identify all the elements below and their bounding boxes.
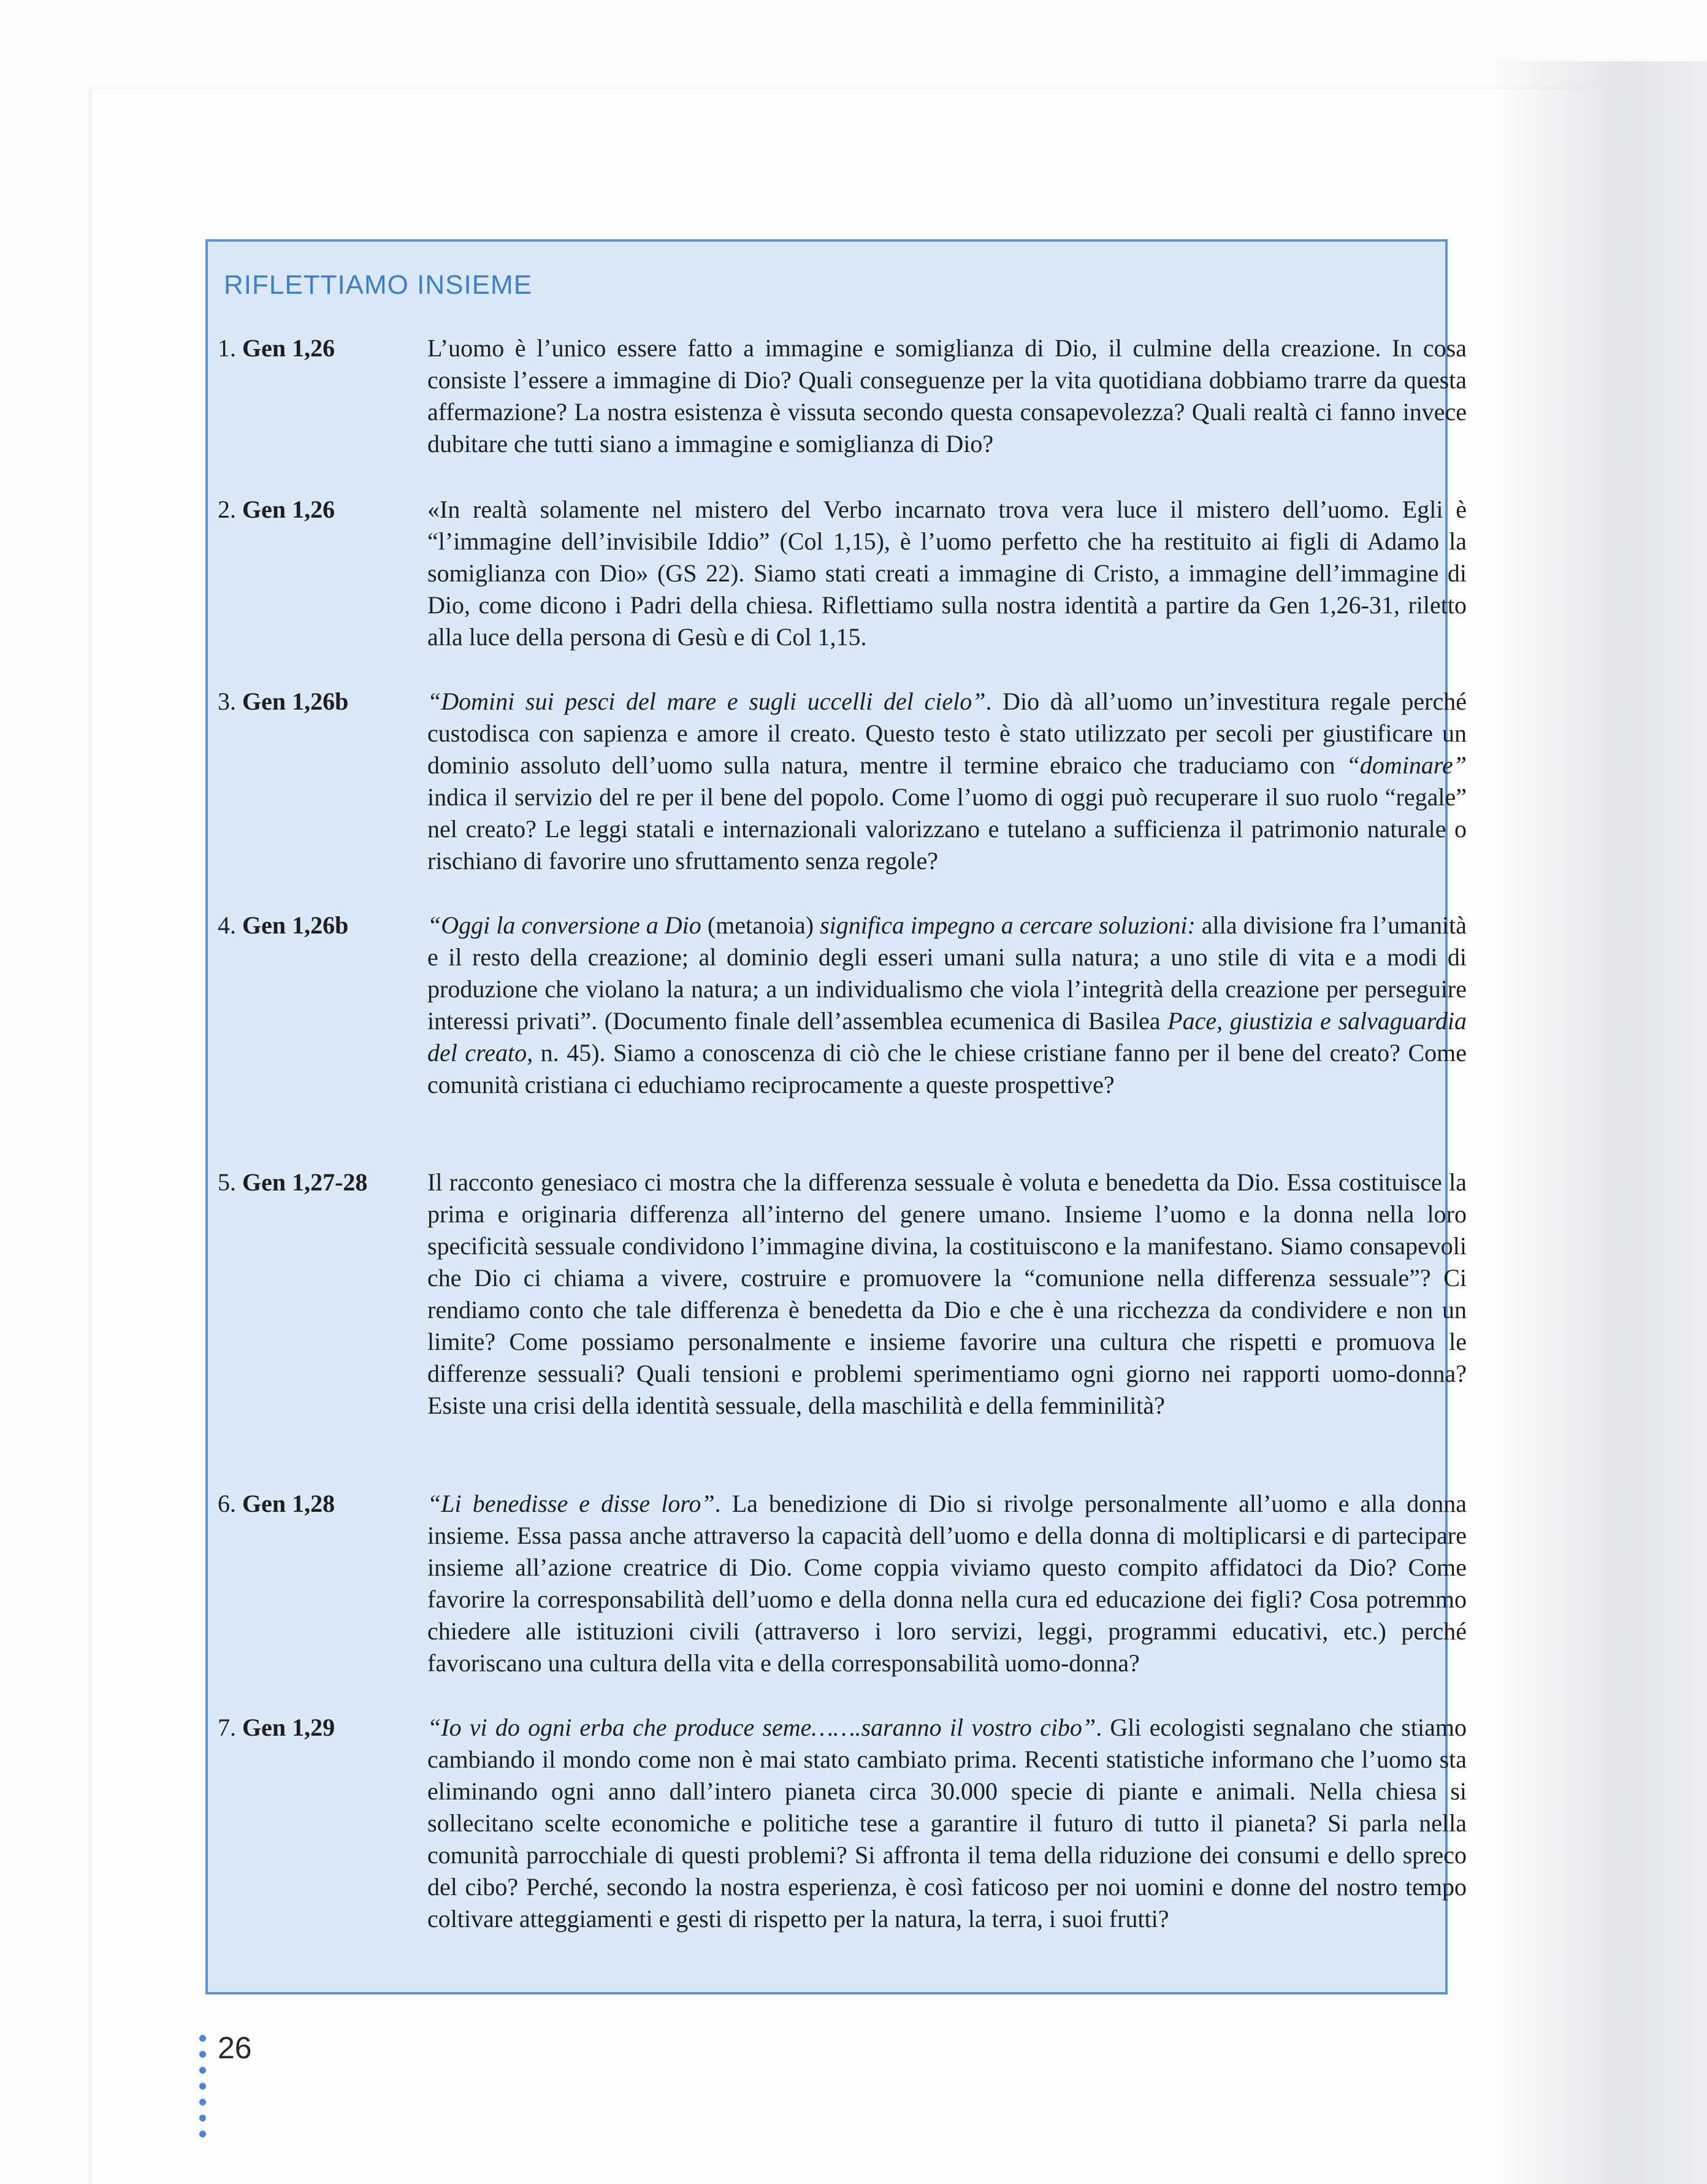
entry-text: “Io vi do ogni erba che produce seme…….saranno il vostro cibo”. Gli ecologisti segnalano che stiamo cambiando il mondo come non è mai stato cambiato prima. Recenti statistiche informano che l’uomo sta eliminando ogni anno dall’intero pianeta circa 30.000 specie di piante e animali. Nella chiesa si sollecitano scelte economiche e politiche tese a garantire il futuro di tutto il pianeta? Si parla nella comunità parrocchiale di questi problemi? Si affronta il tema della riduzione dei consumi e dello spreco del cibo? Perché, secondo la nostra esperienza, è così faticoso per noi uomini e donne del nostro tempo coltivare atteggiamenti e gesti di rispetto per la natura, la terra, i suoi frutti? <box>427 1714 1467 1933</box>
entry-number: 7. <box>218 1714 236 1741</box>
entry-text: «In realtà solamente nel mistero del Verbo incarnato trova vera luce il mistero dell’uomo. Egli è “l’immagine dell’invisibile Iddio” (Col 1,15), è l’uomo perfetto che ha restituito ai figli di Adamo la somiglianza con Dio» (GS 22). Siamo stati creati a immagine di Cristo, a immagine dell’immagine di Dio, come dicono i Padri della chiesa. Riflettiamo sulla nostra identità a partire da Gen 1,26-31, riletto alla luce della persona di Gesù e di Col 1,15. <box>427 496 1467 651</box>
entry-quote: “Domini sui pesci del mare e sugli uccelli del cielo” <box>427 688 986 715</box>
page-dots-decoration <box>199 2035 209 2147</box>
entry-label <box>218 910 348 941</box>
entry-label <box>218 332 335 364</box>
entry-number: 5. <box>218 1168 236 1196</box>
entry-number: 6. <box>218 1490 236 1517</box>
entry-reference: Gen 1,26 <box>242 334 335 362</box>
book-spine-shadow <box>1496 61 1707 2184</box>
entry-reference: Gen 1,27-28 <box>242 1168 368 1196</box>
entry-quote: “Li benedisse e disse loro” <box>427 1490 715 1517</box>
section-title: RIFLETTIAMO INSIEME <box>224 270 533 300</box>
entry-number: 4. <box>218 911 236 939</box>
entry-number: 1. <box>218 334 236 362</box>
entry-italic-word: “dominare” <box>1346 751 1467 779</box>
entry-label <box>218 494 335 526</box>
entry-text: Il racconto genesiaco ci mostra che la differenza sessuale è voluta e benedetta da Dio. Essa costituisce la prima e originaria differenza all’interno del genere umano. Insieme l’uomo e la donna nella loro specificità sessuale condividono l’immagine divina, la costituiscono e la manifestano. Siamo consapevoli che Dio ci chiama a vivere, costruire e promuovere la “comunione nella differenza sessuale”? Ci rendiamo conto che tale differenza è benedetta da Dio e che è una ricchezza da condividere e non un limite? Come possiamo personalmente e insieme favorire una cultura che rispetti e promuova le differenze sessuali? Quali tensioni e problemi sperimentiamo ogni giorno nei rapporti uomo-donna? Esiste una crisi della identità sessuale, della maschilità e della femminilità? <box>427 1168 1467 1419</box>
page-number: 26 <box>218 2031 252 2065</box>
entry-label <box>218 1488 335 1520</box>
entry-reference: Gen 1,28 <box>242 1490 335 1517</box>
entry-text: “Domini sui pesci del mare e sugli uccelli del cielo”. Dio dà all’uomo un’investitura regale perché custodisca con sapienza e amore il creato. Questo testo è stato utilizzato per secoli per giustificare un dominio assoluto dell’uomo sulla natura, mentre il termine ebraico che traduciamo con “dominare” indica il servizio del re per il bene del popolo. Come l’uomo di oggi può recuperare il suo ruolo “regale” nel creato? Le leggi statali e internazionali valorizzano e tutelano a sufficienza il patrimonio naturale o rischiano di favorire uno sfruttamento senza regole? <box>427 688 1467 875</box>
entry-text: L’uomo è l’unico essere fatto a immagine e somiglianza di Dio, il culmine della creazione. In cosa consiste l’essere a immagine di Dio? Quali conseguenze per la vita quotidiana dobbiamo trarre da questa affermazione? La nostra esistenza è vissuta secondo questa consapevolezza? Quali realtà ci fanno invece dubitare che tutti siano a immagine e somiglianza di Dio? <box>427 334 1467 458</box>
entry-reference: Gen 1,26 <box>242 496 335 523</box>
entry-reference: Gen 1,26b <box>242 688 349 715</box>
entry-reference: Gen 1,26b <box>242 911 349 939</box>
document-title: Pace, giustizia e salvaguardia del creato, <box>427 1007 1467 1067</box>
entry-quote: “Io vi do ogni erba che produce seme…….saranno il vostro cibo” <box>427 1714 1096 1741</box>
entry-reference: Gen 1,29 <box>242 1714 335 1741</box>
entry-text: “Li benedisse e disse loro”. La benedizione di Dio si rivolge personalmente all’uomo e alla donna insieme. Essa passa anche attraverso la capacità dell’uomo e della donna di moltiplicarsi e di partecipare insieme all’azione creatrice di Dio. Come coppia viviamo questo compito affidatoci da Dio? Come favorire la corresponsabilità dell’uomo e della donna nella cura ed educazione dei figli? Cosa potremmo chiedere alle istituzioni civili (attraverso i loro servizi, leggi, programmi educativi, etc.) perché favoriscano una cultura della vita e della corresponsabilità uomo-donna? <box>427 1490 1467 1677</box>
entry-label <box>218 1712 335 1744</box>
entry-text: “Oggi la conversione a Dio (metanoia) significa impegno a cercare soluzioni: alla divisione fra l’umanità e il resto della creazione; al dominio degli esseri umani sulla natura; a uno stile di vita e a modi di produzione che violano la natura; a un individualismo che viola l’integrità della creazione per perseguire interessi privati”. (Documento finale dell’assemblea ecumenica di Basilea Pace, giustizia e salvaguardia del creato, n. 45). Siamo a conoscenza di ciò che le chiese cristiane fanno per il bene del creato? Come comunità cristiana ci educhiamo reciprocamente a queste prospettive? <box>427 911 1467 1098</box>
entry-label <box>218 1167 367 1198</box>
entry-number: 3. <box>218 688 236 715</box>
entry-number: 2. <box>218 496 236 523</box>
entry-label <box>218 686 348 718</box>
